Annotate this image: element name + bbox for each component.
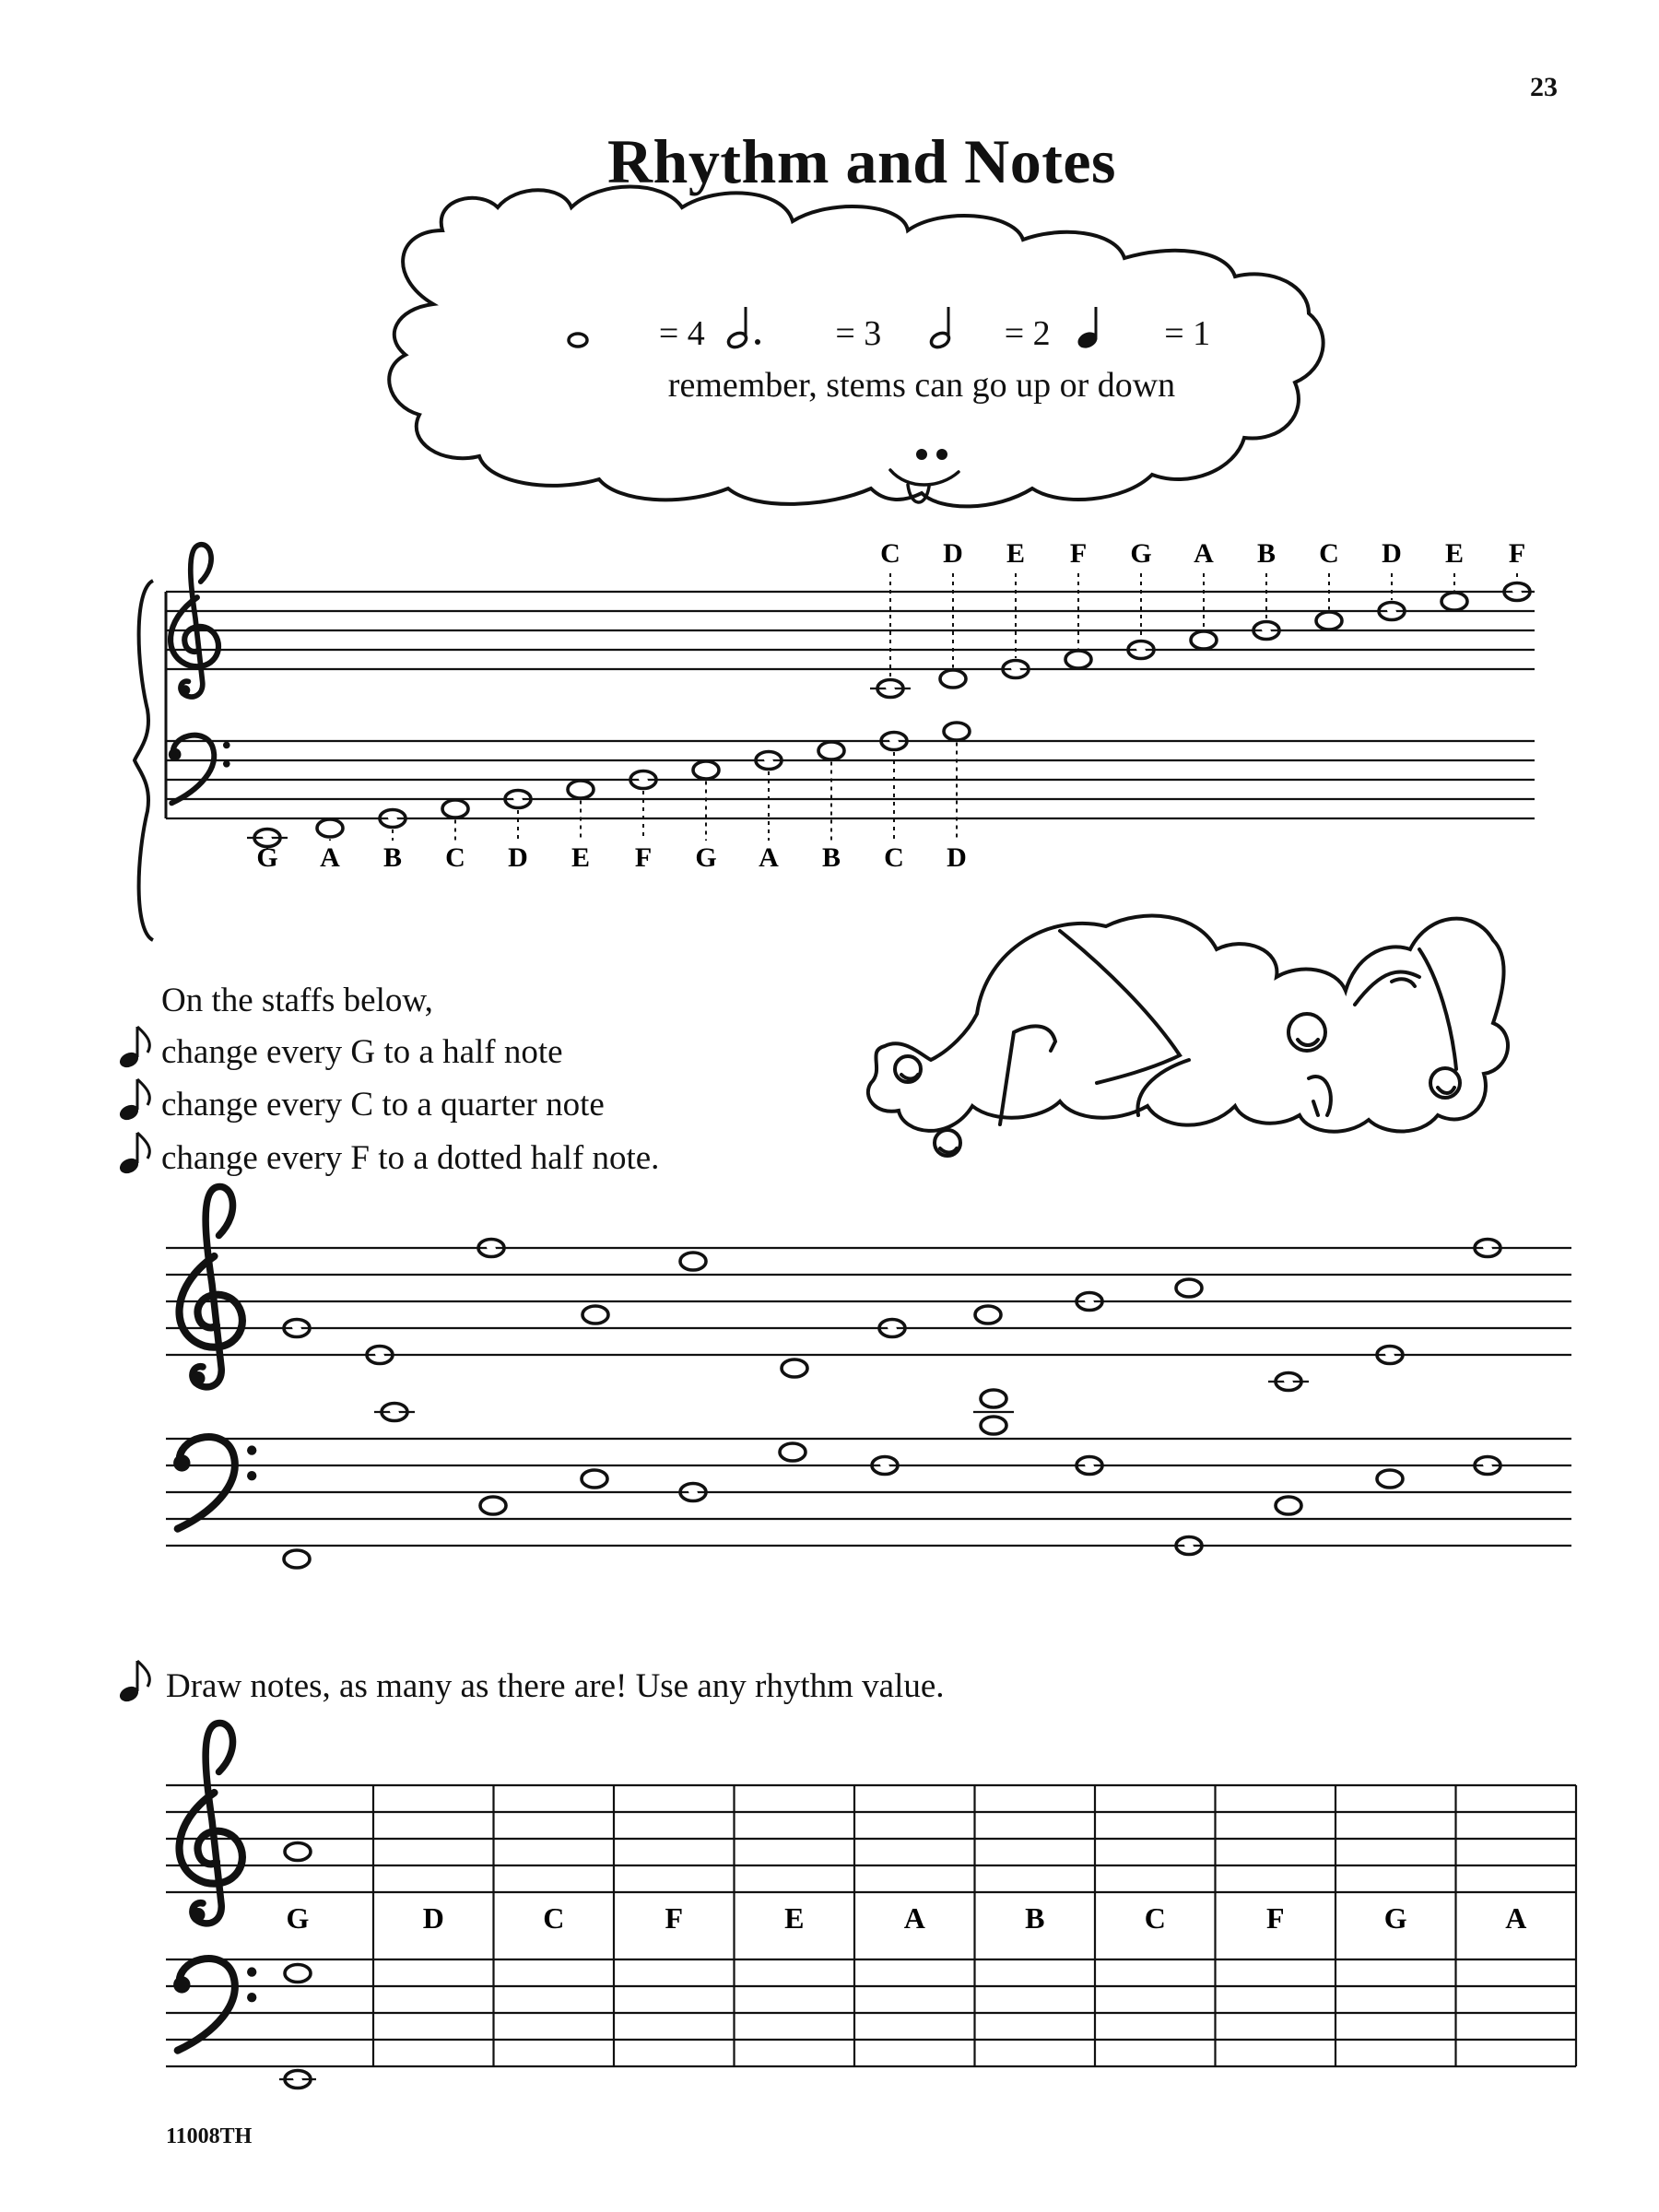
chart-notes (247, 538, 1530, 873)
treble-clef-icon (171, 545, 218, 697)
chart-bass-letter: D (508, 842, 528, 873)
grid-letter: B (1025, 1901, 1045, 1935)
chart-treble-note (1316, 612, 1342, 629)
grid-letter: F (1265, 1901, 1285, 1935)
chart-bass-letter: E (571, 842, 591, 873)
grid-letter: D (422, 1901, 444, 1935)
chart-treble-note (1441, 593, 1467, 610)
exercise-bass-note (582, 1470, 607, 1488)
chart-bass-letter: A (759, 842, 779, 873)
chart-bass-note (442, 800, 468, 818)
half-note-value: = 2 (1004, 314, 1051, 353)
grid-letter: G (286, 1901, 310, 1935)
example-treble-g-note (285, 1843, 311, 1861)
chart-bass-letter: G (695, 842, 717, 873)
stems-reminder: remember, stems can go up or down (667, 366, 1176, 405)
chart-bass-note (944, 723, 970, 740)
grid-letter: C (543, 1901, 565, 1935)
grid-letters (287, 1901, 1527, 1935)
quarter-note-value: = 1 (1164, 314, 1211, 353)
treble-clef-icon (180, 1186, 242, 1386)
exercise-treble-note (1176, 1279, 1202, 1297)
rule-c-quarter-note: change every C to a quarter note (161, 1086, 605, 1124)
exercise-bass-note (284, 1550, 310, 1568)
chart-bass-letter: A (320, 842, 340, 873)
chart-treble-note (1065, 651, 1091, 668)
bass-clef-icon (173, 1437, 256, 1529)
instructions-heading: On the staffs below, (161, 982, 433, 1019)
chart-bass-note (818, 742, 844, 759)
exercise-bass-note (780, 1443, 806, 1461)
bass-clef-icon (169, 735, 230, 804)
chart-bass-letter: C (884, 842, 904, 873)
dotted-half-note-value: = 3 (835, 314, 882, 353)
exercise-bass-staff (166, 1439, 1571, 1546)
chart-treble-letter: C (880, 538, 900, 569)
draw-notes-instruction: Draw notes, as many as there are! Use any rhythm value. (166, 1667, 945, 1705)
chart-treble-letter: C (1319, 538, 1339, 569)
chart-treble-letter: A (1194, 538, 1214, 569)
exercise-bass-notes (284, 1390, 1500, 1568)
exercise-treble-notes (284, 1240, 1500, 1391)
grid-letter: G (1383, 1901, 1407, 1935)
chart-treble-letter: E (1444, 538, 1465, 569)
grid-letter: E (784, 1901, 805, 1935)
treble-clef-icon (180, 1723, 242, 1923)
exercise-bass-note (480, 1497, 506, 1514)
page-number: 23 (1530, 72, 1558, 102)
exercise-treble-note (680, 1253, 706, 1270)
eighth-note-bullets (118, 1027, 149, 1704)
chart-bass-letter: D (947, 842, 967, 873)
exercise-treble-note (975, 1306, 1001, 1324)
grid-letter: C (1144, 1901, 1166, 1935)
example-bass-g-note (285, 1965, 311, 1983)
grid-letter: F (665, 1901, 684, 1935)
sleeping-clouds-illustration (868, 916, 1508, 1156)
chart-treble-letter: B (1256, 538, 1277, 569)
exercise-bass-note (981, 1417, 1006, 1434)
chart-treble-letter: G (1130, 538, 1152, 569)
chart-treble-note (1191, 631, 1217, 649)
chart-bass-letter: F (634, 842, 653, 873)
whole-note-value: = 4 (658, 314, 705, 353)
chart-bass-letter: B (821, 842, 841, 873)
rhythm-values (507, 313, 1336, 354)
catalog-code: 11008TH (166, 2124, 253, 2148)
exercise-treble-note (582, 1306, 608, 1324)
chart-bass-letter: B (382, 842, 403, 873)
chart-treble-note (940, 670, 966, 688)
chart-bass-note (317, 819, 343, 837)
grid-letter: A (1505, 1901, 1527, 1935)
chart-bass-letter: C (445, 842, 465, 873)
exercise-bass-note (1276, 1497, 1301, 1514)
chart-treble-letter: D (1382, 538, 1402, 569)
exercise-bass-note (981, 1390, 1006, 1407)
exercise-treble-note (782, 1359, 807, 1377)
page-title: Rhythm and Notes (606, 126, 1117, 196)
exercise-bass-note (1377, 1470, 1403, 1488)
draw-notes-grid (166, 1785, 1576, 2066)
chart-treble-letter: F (1069, 538, 1088, 569)
grid-letter: A (903, 1901, 925, 1935)
chart-bass-note (693, 761, 719, 779)
chart-treble-letter: E (1006, 538, 1026, 569)
chart-bass-letter: G (256, 842, 278, 873)
exercise-treble-staff (166, 1248, 1571, 1355)
rule-f-dotted-half-note: change every F to a dotted half note. (161, 1139, 660, 1177)
chart-treble-letter: D (943, 538, 963, 569)
chart-bass-note (568, 781, 594, 798)
bass-clef-icon (173, 1959, 256, 2051)
rule-g-half-note: change every G to a half note (161, 1033, 563, 1071)
chart-treble-letter: F (1508, 538, 1526, 569)
